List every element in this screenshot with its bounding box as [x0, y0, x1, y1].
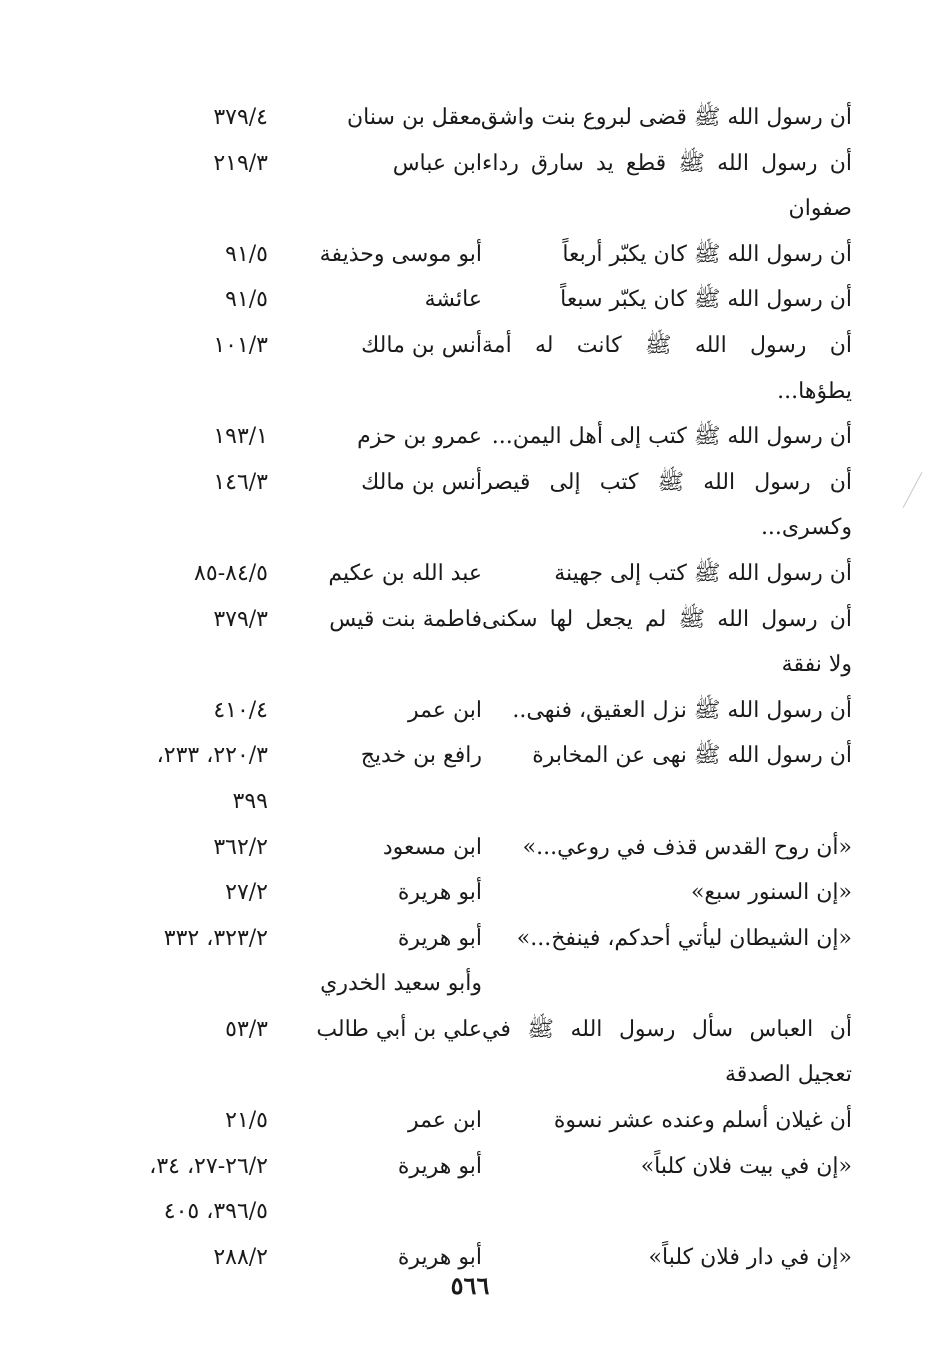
- index-row: [90, 414, 860, 460]
- volume-page-reference: ٣٦٢/٢: [213, 834, 268, 860]
- volume-page-reference: ٤١٠/٤: [213, 697, 268, 723]
- hadith-text: وكسرى...: [760, 515, 852, 541]
- narrator-name: ابن مسعود: [382, 834, 482, 860]
- index-row: [90, 1144, 860, 1190]
- hadith-text: أن رسول الله ﷺ قضى لبروع بنت واشق: [480, 105, 852, 130]
- index-row: [90, 505, 860, 551]
- hadith-text: أن رسول الله ﷺ كتب إلى جهينة: [554, 560, 852, 586]
- index-row: [90, 323, 860, 369]
- narrator-name: أبو هريرة: [397, 880, 482, 906]
- narrator-name: وأبو سعيد الخدري: [320, 971, 482, 997]
- volume-page-reference: ٩١/٥: [225, 287, 268, 313]
- index-row: [90, 1098, 860, 1144]
- index-row: [90, 870, 860, 916]
- scan-artifact-line: [903, 472, 923, 508]
- narrator-name: أنس بن مالك: [361, 332, 482, 358]
- volume-page-reference: ٨٤/٥-٨٥: [194, 560, 268, 586]
- hadith-text: أن رسول الله ﷺ لم يجعل لها سكنى: [482, 606, 852, 632]
- volume-page-reference: ٢٨٨/٢: [213, 1244, 268, 1270]
- index-row: [90, 1189, 860, 1235]
- hadith-text: أن رسول الله ﷺ كان يكبّر أربعاً: [562, 241, 852, 267]
- index-row: [90, 688, 860, 734]
- index-row: [90, 186, 860, 232]
- volume-page-reference: ٢١٩/٣: [213, 150, 268, 176]
- page-number: ٥٦٦: [450, 1271, 490, 1300]
- volume-page-reference: ٣٩٩: [232, 788, 268, 814]
- volume-page-reference: ٣٩٦/٥، ٤٠٥: [163, 1199, 268, 1225]
- index-row: [90, 551, 860, 597]
- narrator-name: ابن عباس: [392, 150, 482, 176]
- index-row: [90, 825, 860, 871]
- hadith-text: أن رسول الله ﷺ نزل العقيق، فنهى..: [512, 697, 852, 723]
- index-row: [90, 1052, 860, 1098]
- hadith-text: «أن روح القدس قذف في روعي...»: [522, 834, 852, 860]
- narrator-name: معقل بن سنان: [347, 105, 482, 130]
- index-row: [90, 369, 860, 415]
- volume-page-reference: ٢٧/٢: [225, 880, 268, 906]
- index-row: [90, 642, 860, 688]
- hadith-text: صفوان: [788, 196, 852, 222]
- hadith-text: أن رسول الله ﷺ كتب إلى قيصر: [482, 469, 852, 495]
- index-row: [90, 733, 860, 779]
- narrator-name: ابن عمر: [408, 1108, 482, 1134]
- hadith-text: أن رسول الله ﷺ كتب إلى أهل اليمن...: [491, 424, 852, 450]
- index-row: [90, 277, 860, 323]
- hadith-text: «إن السنور سبع»: [690, 880, 852, 906]
- hadith-text: «إن في دار فلان كلباً»: [648, 1244, 852, 1270]
- volume-page-reference: ٢٦/٢-٢٧، ٣٤،: [149, 1153, 268, 1179]
- narrator-name: علي بن أبي طالب: [316, 1016, 482, 1042]
- hadith-index-table: [90, 95, 860, 1280]
- index-row: [90, 597, 860, 643]
- narrator-name: أبو هريرة: [397, 1153, 482, 1179]
- narrator-name: ابن عمر: [408, 697, 482, 723]
- hadith-text: ولا نفقة: [781, 652, 852, 678]
- volume-page-reference: ١٤٦/٣: [213, 469, 268, 495]
- hadith-text: «إن الشيطان ليأتي أحدكم، فينفخ...»: [516, 925, 852, 951]
- narrator-name: أبو موسى وحذيفة: [319, 241, 482, 267]
- volume-page-reference: ٢١/٥: [225, 1108, 268, 1134]
- volume-page-reference: ٣٧٩/٤: [213, 105, 268, 130]
- hadith-text: أن رسول الله ﷺ كانت له أمة: [482, 332, 852, 358]
- volume-page-reference: ١٩٣/١: [213, 424, 268, 450]
- hadith-text: أن رسول الله ﷺ قطع يد سارق رداء: [482, 150, 852, 176]
- narrator-name: أنس بن مالك: [361, 469, 482, 495]
- narrator-name: عائشة: [424, 287, 482, 313]
- volume-page-reference: ١٠١/٣: [213, 332, 268, 358]
- index-row: [90, 460, 860, 506]
- volume-page-reference: ٥٣/٣: [225, 1016, 268, 1042]
- volume-page-reference: ٩١/٥: [225, 241, 268, 267]
- narrator-name: أبو هريرة: [397, 925, 482, 951]
- hadith-text: أن رسول الله ﷺ نهى عن المخابرة: [532, 743, 852, 769]
- hadith-text: أن رسول الله ﷺ كان يكبّر سبعاً: [560, 287, 852, 313]
- index-row: [90, 779, 860, 825]
- index-row: [90, 141, 860, 187]
- hadith-text: تعجيل الصدقة: [725, 1062, 852, 1088]
- volume-page-reference: ٣٧٩/٣: [213, 606, 268, 632]
- index-row: [90, 95, 860, 141]
- hadith-text: أن العباس سأل رسول الله ﷺ في: [482, 1016, 852, 1042]
- volume-page-reference: ٢٢٠/٣، ٢٣٣،: [156, 743, 268, 769]
- index-row: [90, 916, 860, 962]
- narrator-name: عمرو بن حزم: [357, 424, 482, 450]
- index-row: [90, 232, 860, 278]
- volume-page-reference: ٣٢٣/٢، ٣٣٢: [163, 925, 268, 951]
- narrator-name: فاطمة بنت قيس: [329, 606, 482, 632]
- narrator-name: عبد الله بن عكيم: [328, 560, 482, 586]
- index-row: [90, 1007, 860, 1053]
- narrator-name: أبو هريرة: [397, 1244, 482, 1270]
- narrator-name: رافع بن خديج: [360, 743, 482, 769]
- hadith-text: يطؤها...: [777, 378, 852, 404]
- index-row: [90, 961, 860, 1007]
- hadith-text: «إن في بيت فلان كلباً»: [640, 1153, 852, 1179]
- hadith-text: أن غيلان أسلم وعنده عشر نسوة: [553, 1108, 852, 1134]
